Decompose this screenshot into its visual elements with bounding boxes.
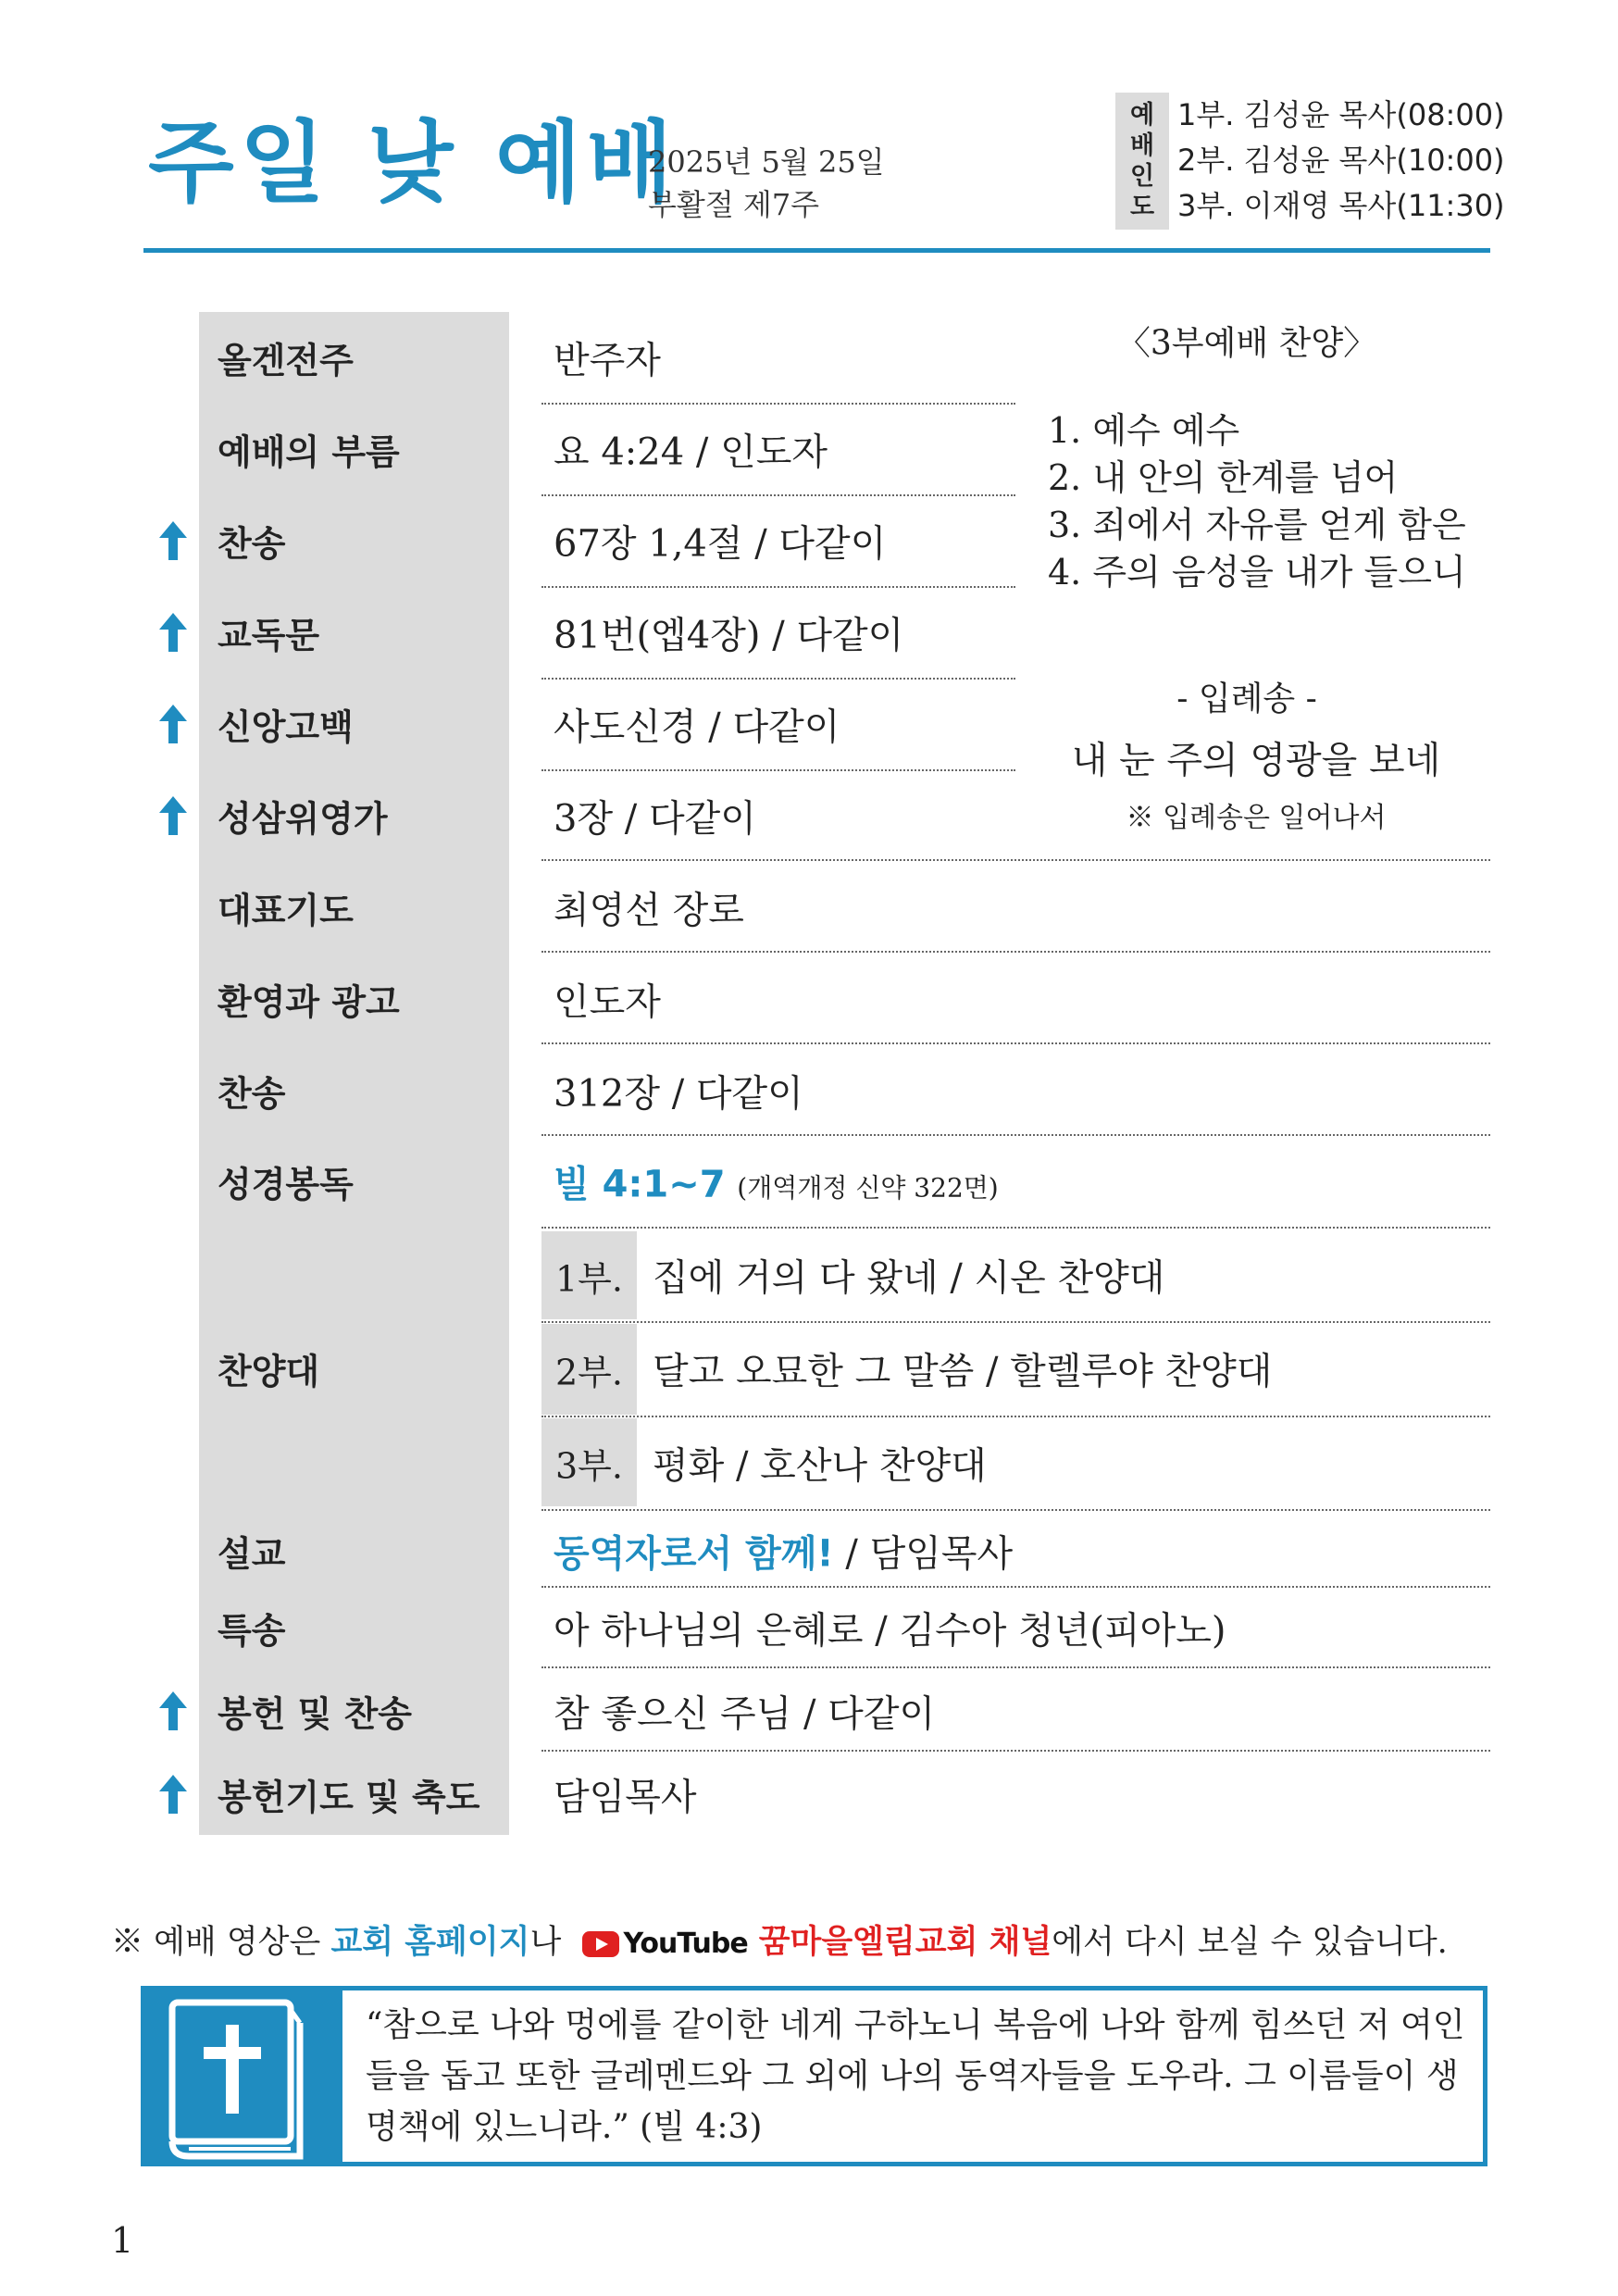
order-value: 참 좋으신 주님 / 다같이 <box>554 1692 936 1736</box>
youtube-channel-link[interactable]: 꿈마을엘림교회 채널 <box>758 1924 1052 1961</box>
row-divider <box>541 1666 1490 1668</box>
leaders-list <box>1177 93 1505 229</box>
choir-item: 달고 오묘한 그 말씀 / 할렐루야 찬양대 <box>653 1350 1273 1393</box>
order-value: 반주자 <box>554 339 661 382</box>
song-item: 4. 주의 음성을 내가 들으니 <box>1048 552 1466 593</box>
row-divider <box>541 1042 1490 1044</box>
liturgical-season: 부활절 제7주 <box>648 187 820 222</box>
third-service-praise-title: 〈3부예배 찬양〉 <box>1116 324 1377 363</box>
order-value: 최영선 장로 <box>554 889 744 932</box>
arrow-up-icon <box>157 1690 189 1732</box>
sermon-preacher: / 담임목사 <box>845 1532 1014 1576</box>
row-divider <box>541 1134 1490 1136</box>
order-label: 올겐전주 <box>218 340 354 381</box>
row-divider <box>541 951 1490 953</box>
leader-tag-char: 인 <box>1129 162 1155 191</box>
third-service-song-list <box>1048 407 1466 596</box>
sermon-title: 동역자로서 함께! <box>554 1532 834 1576</box>
page-title: 주일 낮 예배 <box>148 111 678 215</box>
scripture-reading <box>554 1155 999 1208</box>
song-item: 1. 예수 예수 <box>1048 410 1240 451</box>
order-label: 봉헌 및 찬송 <box>218 1693 412 1735</box>
verse-icon-panel <box>141 1986 342 2166</box>
order-value: 사도신경 / 다같이 <box>554 705 840 749</box>
service-date: 2025년 5월 25일 <box>648 144 885 180</box>
leader-tag-char: 도 <box>1129 193 1155 221</box>
order-label: 특송 <box>218 1610 286 1652</box>
order-value: 312장 / 다같이 <box>554 1072 803 1116</box>
order-label: 환영과 광고 <box>218 981 400 1023</box>
row-divider <box>541 586 1015 588</box>
order-label: 대표기도 <box>218 890 354 931</box>
scripture-page-note: (개역개정 신약 322면) <box>737 1172 999 1204</box>
order-label: 성삼위영가 <box>218 798 388 840</box>
leader-tag-char: 예 <box>1129 101 1155 130</box>
youtube-wordmark: YouTube <box>623 1928 748 1960</box>
choir-item: 평화 / 호산나 찬양대 <box>653 1444 987 1488</box>
row-divider <box>541 859 1490 861</box>
order-label: 성경봉독 <box>218 1164 354 1205</box>
entrance-song-note: ※ 입례송은 일어나서 <box>1126 802 1387 834</box>
row-divider <box>541 1586 1490 1588</box>
homepage-link[interactable]: 교회 홈페이지 <box>330 1924 530 1961</box>
order-label: 교독문 <box>218 615 320 656</box>
leader-tag-char: 배 <box>1129 131 1155 160</box>
arrow-up-icon <box>157 519 189 562</box>
video-note-prefix: ※ 예배 영상은 <box>111 1924 331 1961</box>
row-divider <box>541 678 1015 680</box>
row-divider <box>541 403 1015 405</box>
arrow-up-icon <box>157 611 189 654</box>
order-label: 예배의 부름 <box>218 431 400 473</box>
entrance-song-title: 내 눈 주의 영광을 보네 <box>1071 739 1441 782</box>
youtube-logo[interactable] <box>582 1928 747 1960</box>
video-note-suffix: 에서 다시 보실 수 있습니다. <box>1052 1924 1448 1961</box>
row-divider <box>541 1750 1490 1752</box>
bible-cross-icon <box>141 1986 342 2166</box>
date-block <box>648 141 885 226</box>
choir-item: 집에 거의 다 왔네 / 시온 찬양대 <box>653 1256 1165 1300</box>
order-label: 설교 <box>218 1533 286 1575</box>
order-value: 81번(엡4장) / 다같이 <box>554 614 904 657</box>
choir-part-tag: 3부. <box>541 1418 637 1506</box>
song-item: 3. 죄에서 자유를 얻게 함은 <box>1048 505 1466 545</box>
video-note-mid: 나 <box>529 1924 562 1961</box>
order-label: 봉헌기도 및 축도 <box>218 1777 480 1818</box>
video-note <box>111 1916 1448 1963</box>
order-label: 찬송 <box>218 1073 286 1115</box>
row-divider <box>541 1509 1490 1511</box>
order-value: 담임목사 <box>554 1776 697 1819</box>
song-item: 2. 내 안의 한계를 넘어 <box>1048 457 1399 498</box>
arrow-up-icon <box>157 1773 189 1816</box>
order-label: 찬송 <box>218 523 286 565</box>
leader-item: 1부. 김성윤 목사(08:00) <box>1177 97 1505 132</box>
row-divider <box>541 1416 1490 1417</box>
header-divider <box>143 248 1490 253</box>
verse-text: “참으로 나와 멍에를 같이한 네게 구하노니 복음에 나와 함께 힘쓰던 저 여인들을 돕고 또한 글레멘드와 그 외에 나의 동역자들을 도우라. 그 이름들이 생명책에 있느니라.” (빌 4:3) <box>366 2006 1465 2146</box>
row-divider <box>541 1321 1490 1323</box>
choir-part-tag: 2부. <box>541 1324 637 1415</box>
order-value: 67장 1,4절 / 다같이 <box>554 522 887 566</box>
order-value: 요 4:24 / 인도자 <box>554 430 828 474</box>
arrow-up-icon <box>157 703 189 745</box>
leader-tag <box>1115 93 1169 230</box>
youtube-play-icon <box>582 1931 619 1957</box>
choir-part-tag: 1부. <box>541 1231 637 1319</box>
arrow-up-icon <box>157 794 189 837</box>
row-divider <box>541 1227 1490 1229</box>
row-divider <box>541 769 1015 771</box>
sermon <box>554 1525 1013 1578</box>
order-label: 신앙고백 <box>218 706 354 748</box>
order-label: 찬양대 <box>218 1351 320 1392</box>
row-divider <box>541 494 1015 496</box>
entrance-song-label: - 입례송 - <box>1176 680 1317 718</box>
order-value: 인도자 <box>554 980 661 1024</box>
scripture-reference: 빌 4:1~7 <box>554 1163 726 1206</box>
order-value: 3장 / 다같이 <box>554 797 756 841</box>
page-number: 1 <box>111 2220 134 2261</box>
leader-item: 3부. 이재영 목사(11:30) <box>1177 188 1505 223</box>
leader-item: 2부. 김성윤 목사(10:00) <box>1177 143 1505 178</box>
order-value: 아 하나님의 은혜로 / 김수아 청년(피아노) <box>554 1609 1226 1653</box>
